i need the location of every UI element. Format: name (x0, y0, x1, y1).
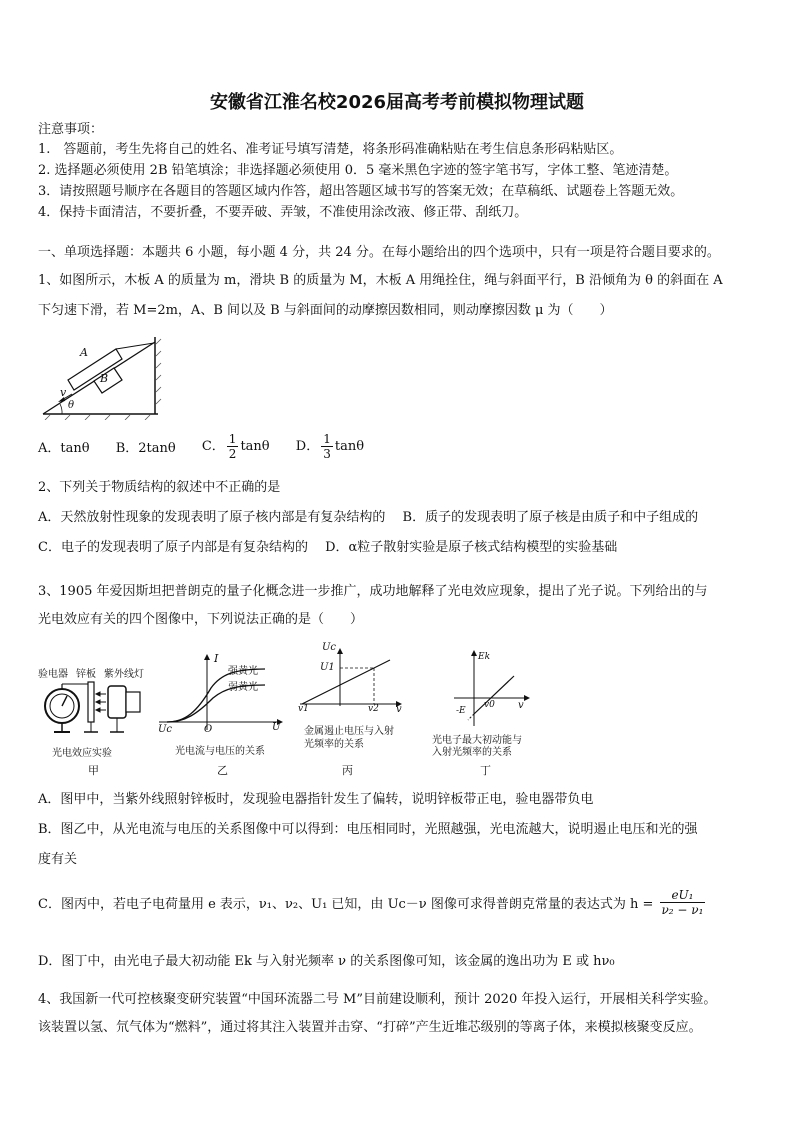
q1-label-a: A (80, 346, 88, 359)
q1-option-a[interactable]: A．tanθ (38, 441, 90, 456)
q3-option-b-line2: 度有关 (38, 852, 78, 867)
yi-strong-light-label: 强黄光 (228, 666, 258, 677)
bing-tag: 丙 (342, 764, 353, 777)
q1-option-b[interactable]: B．2tanθ (115, 441, 176, 456)
jia-label-electroscope: 验电器 (38, 669, 68, 680)
bing-caption-1: 金属遏止电压与入射 (304, 726, 394, 737)
q3-option-b-line1[interactable]: B．图乙中，从光电流与电压的关系图像中可以得到：电压相同时，光照越强，光电流越大，说明遏止电压和光的强 (38, 822, 698, 837)
q1-stem-line2: 下匀速下滑，若 M=2m，A、B 间以及 B 与斜面间的动摩擦因数相同，则动摩擦因数 μ 为（ ） (38, 303, 613, 318)
q1-option-c-text: tanθ (240, 439, 270, 454)
yi-x-axis-label: U (272, 722, 281, 733)
q1-stem-line1: 1、如图所示，木板 A 的质量为 m，滑块 B 的质量为 M，木板 A 用绳拴住，绳与斜面平行，B 沿倾角为 θ 的斜面在 A (38, 273, 723, 288)
q1-option-c-label: C． (201, 439, 225, 454)
notice-item: 3．请按照题号顺序在各题目的答题区域内作答，超出答题区域书写的答案无效；在草稿纸、试题卷上答题无效。 (38, 184, 684, 199)
fraction-numerator: 1 (228, 432, 237, 446)
fraction (321, 432, 333, 461)
q3-stem-line1: 3、1905 年爱因斯坦把普朗克的量子化概念进一步推广，成功地解释了光电效应现象，提出了光子说。下列给出的与 (38, 584, 708, 599)
ding-graph (452, 648, 532, 730)
bing-y-axis-label: Uc (322, 642, 337, 653)
jia-caption: 光电效应实验 (52, 748, 112, 759)
fraction-denominator: 2 (228, 447, 237, 461)
ding-caption-1: 光电子最大初动能与 (432, 735, 522, 746)
jia-label-uv-lamp: 紫外线灯 (104, 669, 144, 680)
yi-tag: 乙 (217, 764, 228, 777)
q2-options-cd[interactable]: C．电子的发现表明了原子内部是有复杂结构的 D．α粒子散射实验是原子核式结构模型的实验基础 (38, 540, 618, 555)
ding-tag: 丁 (480, 764, 491, 777)
q1-option-d-label: D． (295, 439, 320, 454)
fraction (660, 888, 706, 917)
q2-options-ab[interactable]: A．天然放射性现象的发现表明了原子核内部是有复杂结构的 B．质子的发现表明了原子核是由质子和中子组成的 (38, 510, 699, 525)
fraction-denominator: ν₂ − ν₁ (661, 903, 704, 917)
yi-weak-light-label: 弱黄光 (228, 682, 258, 693)
ding-caption-2: 入射光频率的关系 (432, 747, 512, 758)
q4-stem-line1: 4、我国新一代可控核聚变研究装置“中国环流器二号 M”目前建设顺利，预计 2020 年投入运行，开展相关科学实验。 (38, 992, 717, 1007)
fraction-numerator: 1 (323, 432, 331, 446)
notice-item: 1. 答题前，考生先将自己的姓名、准考证号填写清楚，将条形码准确粘贴在考生信息条形码粘贴区。 (38, 142, 623, 157)
fraction-numerator: eU₁ (660, 888, 706, 903)
notice-item: 2. 选择题必须使用 2B 铅笔填涂；非选择题必须使用 0．5 毫米黑色字迹的签字笔书写，字体工整、笔迹清楚。 (38, 163, 678, 178)
jia-tag: 甲 (88, 764, 99, 777)
bing-u1-label: U1 (320, 662, 335, 673)
bing-v2-label: v2 (368, 704, 379, 714)
q1-option-d[interactable] (296, 432, 364, 461)
yi-origin-label: O (204, 724, 213, 735)
ding-x-axis-label: v (518, 700, 524, 711)
bing-v1-label: v1 (298, 704, 309, 714)
q3-option-a[interactable]: A．图甲中，当紫外线照射锌板时，发现验电器指针发生了偏转，说明锌板带正电，验电器带负电 (38, 792, 594, 807)
q1-option-d-text: tanθ (334, 439, 365, 454)
ding-neg-e-label: -E (456, 706, 466, 716)
q3-option-c[interactable] (38, 888, 707, 917)
ding-v0-label: v0 (484, 700, 495, 710)
yi-caption: 光电流与电压的关系 (175, 746, 265, 757)
q4-stem-line2: 该装置以氢、氘气体为“燃料”，通过将其注入装置并击穿、“打碎”产生近堆芯级别的等离子体，来模拟核聚变反应。 (38, 1020, 702, 1035)
q1-label-v: v (60, 386, 67, 399)
yi-y-axis-label: I (214, 652, 219, 665)
q3-option-c-text: C．图丙中，若电子电荷量用 e 表示，ν₁、ν₂、U₁ 已知，由 Uc－ν 图像可求得普朗克常量的表达式为 h = (38, 897, 654, 912)
jia-apparatus-figure (40, 680, 158, 740)
q1-option-c[interactable] (202, 432, 270, 461)
q1-label-b: B (100, 372, 109, 385)
page-title: 安徽省江淮名校2026届高考考前模拟物理试题 (209, 92, 585, 113)
q1-label-theta: θ (68, 400, 75, 411)
q3-stem-line2: 光电效应有关的四个图像中，下列说法正确的是（ ） (38, 612, 364, 627)
notice-heading: 注意事项： (38, 122, 104, 137)
bing-graph (296, 646, 404, 708)
q3-option-d[interactable]: D．图丁中，由光电子最大初动能 Ek 与入射光频率 ν 的关系图像可知，该金属的逸出功为 E 或 hν₀ (38, 954, 615, 969)
ding-y-axis-label: Ek (478, 652, 491, 662)
yi-uc-label: Uc (158, 724, 173, 735)
q1-options (38, 432, 386, 461)
jia-label-zinc: 锌板 (76, 669, 96, 680)
notice-item: 4．保持卡面清洁，不要折叠，不要弄破、弄皱，不准使用涂改液、修正带、刮纸刀。 (38, 205, 528, 220)
yi-graph (155, 652, 285, 734)
q2-stem: 2、下列关于物质结构的叙述中不正确的是 (38, 480, 281, 495)
fraction (227, 432, 239, 461)
fraction-denominator: 3 (323, 447, 331, 461)
bing-x-axis-label: v (396, 704, 402, 715)
section-heading: 一、单项选择题：本题共 6 小题，每小题 4 分，共 24 分。在每小题给出的四个选项中，只有一项是符合题目要求的。 (38, 245, 720, 260)
bing-caption-2: 光频率的关系 (304, 739, 364, 750)
